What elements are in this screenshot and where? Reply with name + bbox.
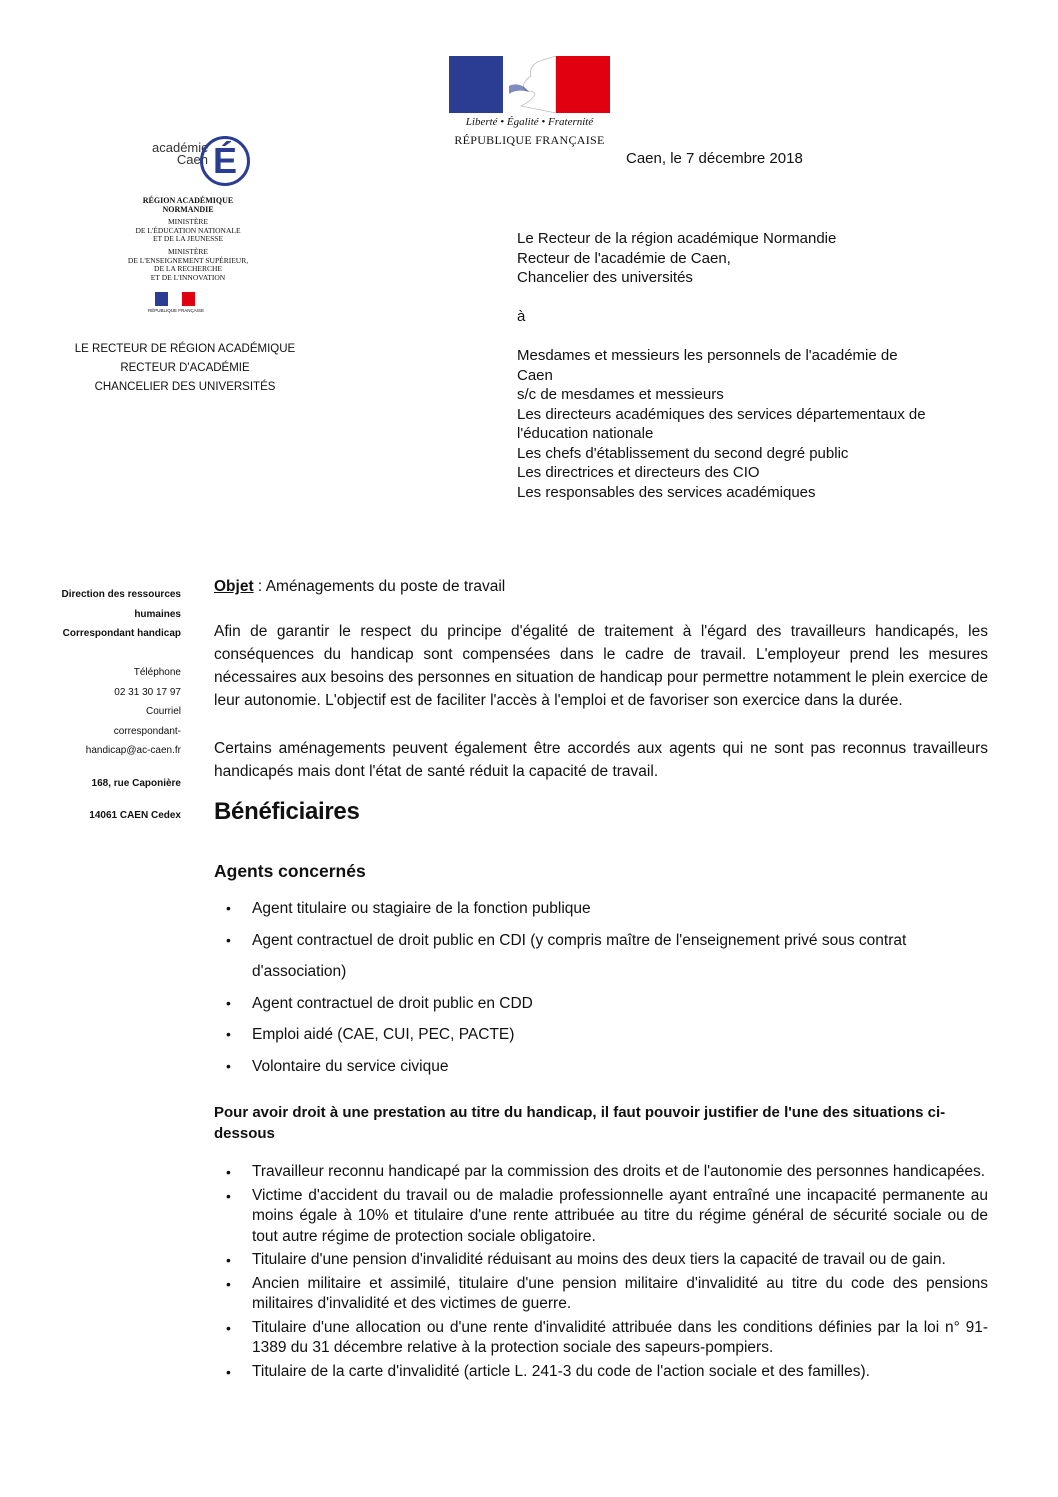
list-item: • Emploi aidé (CAE, CUI, PEC, PACTE) [252, 1019, 988, 1051]
list-item: • Agent contractuel de droit public en CDI (y compris maître de l'enseignement privé sous contrat d'association) [252, 925, 988, 988]
telephone-number: 02 31 30 17 97 [114, 686, 181, 698]
recipient-address: Le Recteur de la région académique Normandie Recteur de l'académie de Caen, Chancelier des universités à Mesdames et messieurs les personnels de l'académie de Caen s/c de mesdames et messieurs Les directeurs académiques des services départementaux de l'éducation nationale Les chefs d'établissement du second degré public Les directrices et directeurs des CIO Les responsables des services académiques [517, 230, 926, 501]
beneficiaires-heading: Bénéficiaires [214, 798, 360, 825]
marianne-logo [449, 56, 610, 152]
mini-flag-label: RÉPUBLIQUE FRANÇAISE [148, 308, 205, 313]
region-academique-label: RÉGION ACADÉMIQUE NORMANDIE [142, 196, 234, 214]
list-item: • Agent contractuel de droit public en CDD [252, 988, 988, 1020]
list-item: • Titulaire d'une pension d'invalidité réduisant au moins des deux tiers la capacité de travail ou de gain. [252, 1250, 988, 1271]
list-item: • Titulaire d'une allocation ou d'une rente d'invalidité attribuée dans les conditions définies par la loi n° 91-1389 du 31 décembre relative à la protection sociale des sapeurs-pompiers. [252, 1318, 988, 1359]
telephone-label: Téléphone [133, 667, 181, 678]
list-item: • Ancien militaire et assimilé, titulaire d'une pension militaire d'invalidité au titre du code des pensions militaires d'invalidité et des victimes de guerre. [252, 1274, 988, 1315]
situations-list [214, 1162, 988, 1382]
letter-date: Caen, le 7 décembre 2018 [626, 150, 803, 167]
list-item: • Titulaire de la carte d'invalidité (article L. 241-3 du code de l'action sociale et des familles). [252, 1362, 988, 1383]
academie-name: académie Caen [152, 140, 209, 167]
condition-heading: Pour avoir droit à une prestation au titre du handicap, il faut pouvoir justifier de l'une des situations ci-dessous [214, 1104, 946, 1142]
second-paragraph: Certains aménagements peuvent également être accordés aux agents qui ne sont pas reconnus travailleurs handicapés mais dont l'état de santé réduit la capacité de travail. [214, 740, 988, 780]
academie-logo-block [108, 120, 268, 330]
ministere-education: MINISTÈRE DE L'ÉDUCATION NATIONALE ET DE LA JEUNESSE [135, 217, 241, 243]
department-name: Direction des ressources [61, 589, 181, 600]
letter-subject: Objet : Aménagements du poste de travail [214, 578, 506, 595]
list-item: • Travailleur reconnu handicapé par la commission des droits et de l'autonomie des personnes handicapées. [252, 1162, 988, 1183]
academie-e-logo-icon: É [200, 136, 250, 186]
email-address: correspondant- [113, 725, 181, 737]
list-item: • Victime d'accident du travail ou de maladie professionnelle ayant entraîné une incapacité permanente au moins égale à 10% et titulaire d'une rente attribuée au titre du régime général de sécurité sociale ou de tout autre régime de protection sociale obligatoire. [252, 1186, 988, 1248]
republique-francaise-label: RÉPUBLIQUE FRANÇAISE [454, 133, 605, 147]
tricolor-flag [449, 56, 610, 113]
ministere-enseignement-sup: MINISTÈRE DE L'ENSEIGNEMENT SUPÉRIEUR, DE LA RECHERCHE ET DE L'INNOVATION [127, 247, 249, 282]
mini-flag-icon [155, 292, 195, 306]
city-address: 14061 CAEN Cedex [89, 810, 181, 821]
street-address: 168, rue Caponière [91, 777, 181, 789]
sender-sidebar: Direction des ressources humaines Correspondant handicap Téléphone 02 31 30 17 97 Courriel correspondant- handicap@ac-caen.fr 168, rue Caponière 14061 CAEN Cedex [20, 585, 181, 826]
marianne-profile-icon [503, 56, 556, 113]
list-item: • Agent titulaire ou stagiaire de la fonction publique [252, 893, 988, 925]
intro-paragraph: Afin de garantir le respect du principe d'égalité de traitement à l'égard des travailleurs handicapés, les conséquences du handicap sont compensées dans le cadre de travail. L'employeur prend les mesures nécessaires aux besoins des personnes en situation de handicap pour permettre notamment le plein exercice de leur autonomie. L'objectif est de faciliter l'accès à l'emploi et de favoriser son exercice dans la durée. [214, 623, 988, 709]
list-item: • Volontaire du service civique [252, 1051, 988, 1083]
agents-concernes-heading: Agents concernés [214, 861, 366, 881]
recteur-title-block: LE RECTEUR DE RÉGION ACADÉMIQUE RECTEUR D'ACADÉMIE CHANCELIER DES UNIVERSITÉS [74, 343, 296, 393]
devise: Liberté • Égalité • Fraternité [465, 116, 594, 128]
agents-list [214, 893, 988, 1082]
email-label: Courriel [145, 706, 181, 717]
